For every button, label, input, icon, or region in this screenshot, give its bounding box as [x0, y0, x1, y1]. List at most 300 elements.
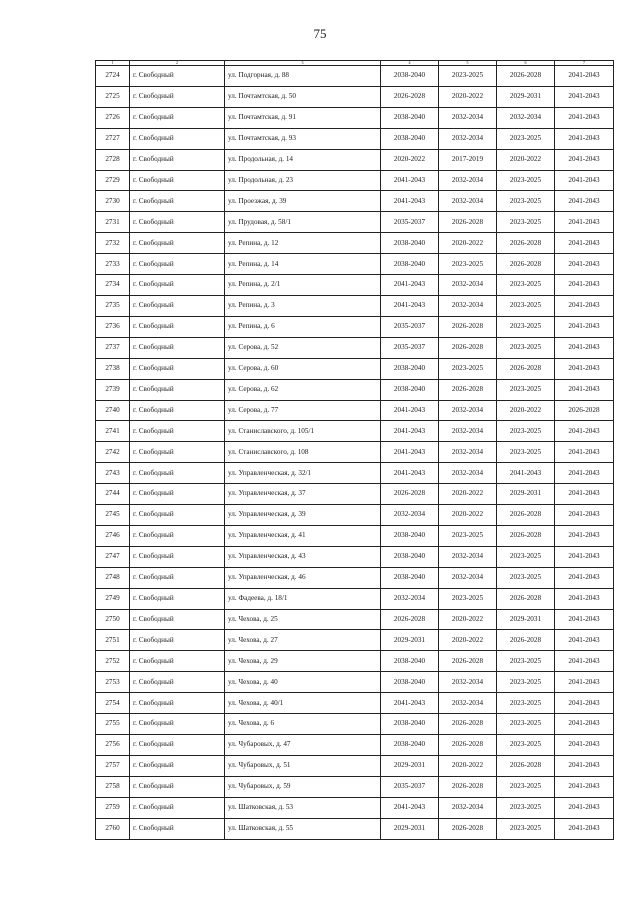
- period-cell-col7: 2041-2043: [555, 714, 614, 735]
- period-cell-col7: 2041-2043: [555, 588, 614, 609]
- row-number-cell: 2740: [96, 400, 130, 421]
- period-cell-col4: 2029-2031: [381, 818, 439, 839]
- period-cell-col6: 2023-2025: [497, 442, 555, 463]
- row-number-cell: 2739: [96, 379, 130, 400]
- row-number-cell: 2738: [96, 358, 130, 379]
- period-cell-col6: 2026-2028: [497, 505, 555, 526]
- city-cell: г. Свободный: [130, 337, 225, 358]
- address-cell: ул. Чехова, д. 40: [225, 672, 381, 693]
- period-cell-col5: 2026-2028: [439, 818, 497, 839]
- period-cell-col7: 2041-2043: [555, 149, 614, 170]
- address-cell: ул. Управленческая, д. 46: [225, 567, 381, 588]
- city-cell: г. Свободный: [130, 107, 225, 128]
- row-number-cell: 2747: [96, 546, 130, 567]
- table-row: [96, 818, 614, 839]
- address-cell: ул. Репина, д. 3: [225, 295, 381, 316]
- period-cell-col4: 2035-2037: [381, 316, 439, 337]
- period-cell-col7: 2041-2043: [555, 254, 614, 275]
- column-number-cell: 1: [96, 61, 130, 66]
- table-row: [96, 693, 614, 714]
- table-row: [96, 191, 614, 212]
- period-cell-col5: 2032-2034: [439, 400, 497, 421]
- address-cell: ул. Подгорная, д. 88: [225, 66, 381, 87]
- period-cell-col7: 2041-2043: [555, 295, 614, 316]
- period-cell-col4: 2041-2043: [381, 275, 439, 296]
- period-cell-col5: 2032-2034: [439, 128, 497, 149]
- period-cell-col6: 2026-2028: [497, 66, 555, 87]
- address-cell: ул. Станиславского, д. 108: [225, 442, 381, 463]
- period-cell-col7: 2041-2043: [555, 693, 614, 714]
- period-cell-col5: 2026-2028: [439, 379, 497, 400]
- address-cell: ул. Проезжая, д. 39: [225, 191, 381, 212]
- city-cell: г. Свободный: [130, 484, 225, 505]
- period-cell-col5: 2026-2028: [439, 776, 497, 797]
- period-cell-col5: 2032-2034: [439, 463, 497, 484]
- period-cell-col4: 2038-2040: [381, 672, 439, 693]
- period-cell-col5: 2026-2028: [439, 714, 497, 735]
- period-cell-col6: 2032-2034: [497, 107, 555, 128]
- address-cell: ул. Чехова, д. 29: [225, 651, 381, 672]
- table-row: [96, 672, 614, 693]
- address-cell: ул. Управленческая, д. 41: [225, 525, 381, 546]
- address-cell: ул. Репина, д. 12: [225, 233, 381, 254]
- address-cell: ул. Чубаровых, д. 47: [225, 735, 381, 756]
- period-cell-col6: 2026-2028: [497, 254, 555, 275]
- table-row: [96, 295, 614, 316]
- period-cell-col6: 2023-2025: [497, 567, 555, 588]
- period-cell-col5: 2023-2025: [439, 525, 497, 546]
- period-cell-col5: 2017-2019: [439, 149, 497, 170]
- city-cell: г. Свободный: [130, 609, 225, 630]
- period-cell-col5: 2032-2034: [439, 421, 497, 442]
- address-cell: ул. Продольная, д. 14: [225, 149, 381, 170]
- city-cell: г. Свободный: [130, 588, 225, 609]
- period-cell-col6: 2023-2025: [497, 316, 555, 337]
- city-cell: г. Свободный: [130, 233, 225, 254]
- address-cell: ул. Управленческая, д. 43: [225, 546, 381, 567]
- period-cell-col4: 2041-2043: [381, 463, 439, 484]
- period-cell-col7: 2041-2043: [555, 484, 614, 505]
- city-cell: г. Свободный: [130, 546, 225, 567]
- city-cell: г. Свободный: [130, 254, 225, 275]
- period-cell-col7: 2041-2043: [555, 797, 614, 818]
- address-cell: ул. Почтамтская, д. 50: [225, 86, 381, 107]
- row-number-cell: 2741: [96, 421, 130, 442]
- period-cell-col7: 2041-2043: [555, 191, 614, 212]
- address-cell: ул. Чехова, д. 27: [225, 630, 381, 651]
- period-cell-col7: 2041-2043: [555, 170, 614, 191]
- period-cell-col5: 2023-2025: [439, 66, 497, 87]
- period-cell-col7: 2041-2043: [555, 358, 614, 379]
- period-cell-col6: 2023-2025: [497, 693, 555, 714]
- table-row: [96, 86, 614, 107]
- table-row: [96, 755, 614, 776]
- period-cell-col5: 2032-2034: [439, 797, 497, 818]
- city-cell: г. Свободный: [130, 128, 225, 149]
- period-cell-col4: 2032-2034: [381, 588, 439, 609]
- period-cell-col7: 2041-2043: [555, 337, 614, 358]
- row-number-cell: 2744: [96, 484, 130, 505]
- column-number-cell: 3: [225, 61, 381, 66]
- row-number-cell: 2745: [96, 505, 130, 526]
- row-number-cell: 2737: [96, 337, 130, 358]
- period-cell-col5: 2026-2028: [439, 337, 497, 358]
- table-row: [96, 379, 614, 400]
- period-cell-col5: 2032-2034: [439, 567, 497, 588]
- period-cell-col7: 2041-2043: [555, 630, 614, 651]
- period-cell-col5: 2023-2025: [439, 358, 497, 379]
- period-cell-col5: 2020-2022: [439, 609, 497, 630]
- address-cell: ул. Прудовая, д. 58/1: [225, 212, 381, 233]
- period-cell-col6: 2026-2028: [497, 630, 555, 651]
- table-row: [96, 337, 614, 358]
- period-cell-col6: 2020-2022: [497, 400, 555, 421]
- period-cell-col4: 2026-2028: [381, 484, 439, 505]
- table-row: [96, 442, 614, 463]
- period-cell-col6: 2026-2028: [497, 358, 555, 379]
- row-number-cell: 2732: [96, 233, 130, 254]
- row-number-cell: 2755: [96, 714, 130, 735]
- period-cell-col6: 2023-2025: [497, 379, 555, 400]
- row-number-cell: 2743: [96, 463, 130, 484]
- city-cell: г. Свободный: [130, 191, 225, 212]
- address-cell: ул. Чехова, д. 6: [225, 714, 381, 735]
- period-cell-col7: 2041-2043: [555, 755, 614, 776]
- period-cell-col4: 2041-2043: [381, 191, 439, 212]
- city-cell: г. Свободный: [130, 66, 225, 87]
- period-cell-col7: 2041-2043: [555, 505, 614, 526]
- city-cell: г. Свободный: [130, 505, 225, 526]
- period-cell-col6: 2026-2028: [497, 233, 555, 254]
- period-cell-col7: 2041-2043: [555, 651, 614, 672]
- period-cell-col5: 2020-2022: [439, 233, 497, 254]
- period-cell-col6: 2026-2028: [497, 588, 555, 609]
- period-cell-col4: 2038-2040: [381, 714, 439, 735]
- table-row: [96, 212, 614, 233]
- table-row: [96, 484, 614, 505]
- table-row: [96, 505, 614, 526]
- address-cell: ул. Управленческая, д. 37: [225, 484, 381, 505]
- period-cell-col6: 2023-2025: [497, 191, 555, 212]
- row-number-cell: 2751: [96, 630, 130, 651]
- period-cell-col5: 2032-2034: [439, 107, 497, 128]
- city-cell: г. Свободный: [130, 714, 225, 735]
- city-cell: г. Свободный: [130, 630, 225, 651]
- period-cell-col7: 2041-2043: [555, 776, 614, 797]
- period-cell-col4: 2038-2040: [381, 358, 439, 379]
- table-row: [96, 797, 614, 818]
- address-cell: ул. Репина, д. 2/1: [225, 275, 381, 296]
- period-cell-col4: 2038-2040: [381, 233, 439, 254]
- table-row: [96, 651, 614, 672]
- period-cell-col4: 2032-2034: [381, 505, 439, 526]
- period-cell-col7: 2041-2043: [555, 212, 614, 233]
- row-number-cell: 2752: [96, 651, 130, 672]
- city-cell: г. Свободный: [130, 797, 225, 818]
- housing-schedule-table: [95, 60, 614, 840]
- period-cell-col5: 2032-2034: [439, 191, 497, 212]
- period-cell-col4: 2026-2028: [381, 609, 439, 630]
- period-cell-col4: 2038-2040: [381, 525, 439, 546]
- column-number-cell: 7: [555, 61, 614, 66]
- address-cell: ул. Продольная, д. 23: [225, 170, 381, 191]
- period-cell-col6: 2023-2025: [497, 776, 555, 797]
- table-row: [96, 128, 614, 149]
- period-cell-col6: 2023-2025: [497, 337, 555, 358]
- city-cell: г. Свободный: [130, 421, 225, 442]
- period-cell-col7: 2041-2043: [555, 233, 614, 254]
- table-row: [96, 735, 614, 756]
- row-number-cell: 2726: [96, 107, 130, 128]
- period-cell-col6: 2023-2025: [497, 170, 555, 191]
- period-cell-col6: 2026-2028: [497, 525, 555, 546]
- period-cell-col6: 2029-2031: [497, 484, 555, 505]
- address-cell: ул. Чехова, д. 25: [225, 609, 381, 630]
- period-cell-col5: 2020-2022: [439, 484, 497, 505]
- address-cell: ул. Управленческая, д. 32/1: [225, 463, 381, 484]
- period-cell-col5: 2026-2028: [439, 316, 497, 337]
- period-cell-col4: 2038-2040: [381, 567, 439, 588]
- row-number-cell: 2735: [96, 295, 130, 316]
- city-cell: г. Свободный: [130, 316, 225, 337]
- address-cell: ул. Серова, д. 52: [225, 337, 381, 358]
- period-cell-col7: 2041-2043: [555, 86, 614, 107]
- period-cell-col6: 2023-2025: [497, 275, 555, 296]
- period-cell-col4: 2029-2031: [381, 630, 439, 651]
- table-row: [96, 316, 614, 337]
- period-cell-col7: 2041-2043: [555, 525, 614, 546]
- period-cell-col7: 2041-2043: [555, 379, 614, 400]
- period-cell-col5: 2020-2022: [439, 505, 497, 526]
- period-cell-col7: 2041-2043: [555, 546, 614, 567]
- address-cell: ул. Серова, д. 62: [225, 379, 381, 400]
- address-cell: ул. Репина, д. 6: [225, 316, 381, 337]
- period-cell-col7: 2041-2043: [555, 818, 614, 839]
- table-body: [96, 61, 614, 840]
- table-row: [96, 567, 614, 588]
- period-cell-col4: 2038-2040: [381, 379, 439, 400]
- row-number-cell: 2757: [96, 755, 130, 776]
- period-cell-col4: 2041-2043: [381, 442, 439, 463]
- period-cell-col4: 2038-2040: [381, 107, 439, 128]
- period-cell-col6: 2023-2025: [497, 672, 555, 693]
- city-cell: г. Свободный: [130, 295, 225, 316]
- period-cell-col4: 2041-2043: [381, 693, 439, 714]
- period-cell-col6: 2041-2043: [497, 463, 555, 484]
- table-row: [96, 546, 614, 567]
- period-cell-col4: 2041-2043: [381, 797, 439, 818]
- period-cell-col5: 2026-2028: [439, 212, 497, 233]
- address-cell: ул. Серова, д. 60: [225, 358, 381, 379]
- column-number-cell: 6: [497, 61, 555, 66]
- table-row: [96, 400, 614, 421]
- address-cell: ул. Станиславского, д. 105/1: [225, 421, 381, 442]
- address-cell: ул. Фадеева, д. 18/1: [225, 588, 381, 609]
- period-cell-col4: 2038-2040: [381, 651, 439, 672]
- address-cell: ул. Чубаровых, д. 59: [225, 776, 381, 797]
- table-row: [96, 66, 614, 87]
- period-cell-col4: 2038-2040: [381, 66, 439, 87]
- city-cell: г. Свободный: [130, 735, 225, 756]
- period-cell-col5: 2032-2034: [439, 295, 497, 316]
- table-row: [96, 421, 614, 442]
- city-cell: г. Свободный: [130, 358, 225, 379]
- address-cell: ул. Почтамтская, д. 93: [225, 128, 381, 149]
- row-number-cell: 2756: [96, 735, 130, 756]
- period-cell-col4: 2041-2043: [381, 400, 439, 421]
- row-number-cell: 2746: [96, 525, 130, 546]
- period-cell-col7: 2041-2043: [555, 128, 614, 149]
- period-cell-col7: 2041-2043: [555, 735, 614, 756]
- city-cell: г. Свободный: [130, 525, 225, 546]
- city-cell: г. Свободный: [130, 755, 225, 776]
- city-cell: г. Свободный: [130, 693, 225, 714]
- table-row: [96, 170, 614, 191]
- row-number-cell: 2730: [96, 191, 130, 212]
- row-number-cell: 2733: [96, 254, 130, 275]
- period-cell-col5: 2026-2028: [439, 735, 497, 756]
- table-row: [96, 107, 614, 128]
- row-number-cell: 2742: [96, 442, 130, 463]
- table-row: [96, 776, 614, 797]
- period-cell-col7: 2026-2028: [555, 400, 614, 421]
- row-number-cell: 2750: [96, 609, 130, 630]
- period-cell-col4: 2035-2037: [381, 212, 439, 233]
- period-cell-col6: 2023-2025: [497, 818, 555, 839]
- city-cell: г. Свободный: [130, 212, 225, 233]
- table-row: [96, 609, 614, 630]
- row-number-cell: 2729: [96, 170, 130, 191]
- table-row: [96, 233, 614, 254]
- period-cell-col4: 2035-2037: [381, 776, 439, 797]
- city-cell: г. Свободный: [130, 442, 225, 463]
- row-number-cell: 2728: [96, 149, 130, 170]
- period-cell-col6: 2029-2031: [497, 86, 555, 107]
- period-cell-col6: 2023-2025: [497, 128, 555, 149]
- period-cell-col4: 2038-2040: [381, 128, 439, 149]
- period-cell-col7: 2041-2043: [555, 567, 614, 588]
- city-cell: г. Свободный: [130, 149, 225, 170]
- city-cell: г. Свободный: [130, 400, 225, 421]
- row-number-cell: 2759: [96, 797, 130, 818]
- row-number-cell: 2754: [96, 693, 130, 714]
- city-cell: г. Свободный: [130, 275, 225, 296]
- period-cell-col5: 2032-2034: [439, 546, 497, 567]
- period-cell-col7: 2041-2043: [555, 275, 614, 296]
- period-cell-col5: 2032-2034: [439, 693, 497, 714]
- period-cell-col7: 2041-2043: [555, 463, 614, 484]
- period-cell-col5: 2020-2022: [439, 755, 497, 776]
- row-number-cell: 2748: [96, 567, 130, 588]
- table-row: [96, 275, 614, 296]
- row-number-cell: 2736: [96, 316, 130, 337]
- period-cell-col6: 2023-2025: [497, 212, 555, 233]
- period-cell-col7: 2041-2043: [555, 316, 614, 337]
- table-row: [96, 588, 614, 609]
- city-cell: г. Свободный: [130, 463, 225, 484]
- period-cell-col7: 2041-2043: [555, 442, 614, 463]
- table-row: [96, 254, 614, 275]
- period-cell-col4: 2041-2043: [381, 170, 439, 191]
- period-cell-col7: 2041-2043: [555, 672, 614, 693]
- row-number-cell: 2725: [96, 86, 130, 107]
- row-number-cell: 2753: [96, 672, 130, 693]
- period-cell-col6: 2023-2025: [497, 421, 555, 442]
- period-cell-col4: 2020-2022: [381, 149, 439, 170]
- period-cell-col6: 2029-2031: [497, 609, 555, 630]
- row-number-cell: 2724: [96, 66, 130, 87]
- page-number: 75: [313, 26, 327, 41]
- period-cell-col6: 2020-2022: [497, 149, 555, 170]
- city-cell: г. Свободный: [130, 776, 225, 797]
- table-row: [96, 525, 614, 546]
- period-cell-col4: 2029-2031: [381, 755, 439, 776]
- period-cell-col6: 2026-2028: [497, 755, 555, 776]
- period-cell-col7: 2041-2043: [555, 609, 614, 630]
- period-cell-col4: 2038-2040: [381, 735, 439, 756]
- row-number-cell: 2727: [96, 128, 130, 149]
- period-cell-col5: 2026-2028: [439, 651, 497, 672]
- period-cell-col5: 2032-2034: [439, 275, 497, 296]
- period-cell-col5: 2020-2022: [439, 86, 497, 107]
- address-cell: ул. Репина, д. 14: [225, 254, 381, 275]
- row-number-cell: 2760: [96, 818, 130, 839]
- city-cell: г. Свободный: [130, 672, 225, 693]
- column-number-cell: 2: [130, 61, 225, 66]
- period-cell-col6: 2023-2025: [497, 651, 555, 672]
- period-cell-col6: 2023-2025: [497, 735, 555, 756]
- city-cell: г. Свободный: [130, 379, 225, 400]
- period-cell-col5: 2032-2034: [439, 170, 497, 191]
- city-cell: г. Свободный: [130, 818, 225, 839]
- address-cell: ул. Управленческая, д. 39: [225, 505, 381, 526]
- city-cell: г. Свободный: [130, 651, 225, 672]
- period-cell-col5: 2023-2025: [439, 254, 497, 275]
- address-cell: ул. Шатковская, д. 55: [225, 818, 381, 839]
- period-cell-col4: 2038-2040: [381, 546, 439, 567]
- period-cell-col6: 2023-2025: [497, 797, 555, 818]
- period-cell-col7: 2041-2043: [555, 421, 614, 442]
- row-number-cell: 2734: [96, 275, 130, 296]
- city-cell: г. Свободный: [130, 86, 225, 107]
- table-row: [96, 463, 614, 484]
- table-row: [96, 149, 614, 170]
- period-cell-col4: 2035-2037: [381, 337, 439, 358]
- address-cell: ул. Чубаровых, д. 51: [225, 755, 381, 776]
- table-row: [96, 358, 614, 379]
- period-cell-col4: 2041-2043: [381, 421, 439, 442]
- table-row: [96, 714, 614, 735]
- period-cell-col5: 2020-2022: [439, 630, 497, 651]
- column-number-cell: 4: [381, 61, 439, 66]
- city-cell: г. Свободный: [130, 567, 225, 588]
- row-number-cell: 2731: [96, 212, 130, 233]
- period-cell-col4: 2026-2028: [381, 86, 439, 107]
- row-number-cell: 2758: [96, 776, 130, 797]
- address-cell: ул. Серова, д. 77: [225, 400, 381, 421]
- period-cell-col6: 2023-2025: [497, 714, 555, 735]
- period-cell-col7: 2041-2043: [555, 107, 614, 128]
- period-cell-col5: 2032-2034: [439, 672, 497, 693]
- period-cell-col6: 2023-2025: [497, 295, 555, 316]
- period-cell-col4: 2041-2043: [381, 295, 439, 316]
- city-cell: г. Свободный: [130, 170, 225, 191]
- period-cell-col7: 2041-2043: [555, 66, 614, 87]
- period-cell-col4: 2038-2040: [381, 254, 439, 275]
- row-number-cell: 2749: [96, 588, 130, 609]
- period-cell-col5: 2032-2034: [439, 442, 497, 463]
- address-cell: ул. Чехова, д. 40/1: [225, 693, 381, 714]
